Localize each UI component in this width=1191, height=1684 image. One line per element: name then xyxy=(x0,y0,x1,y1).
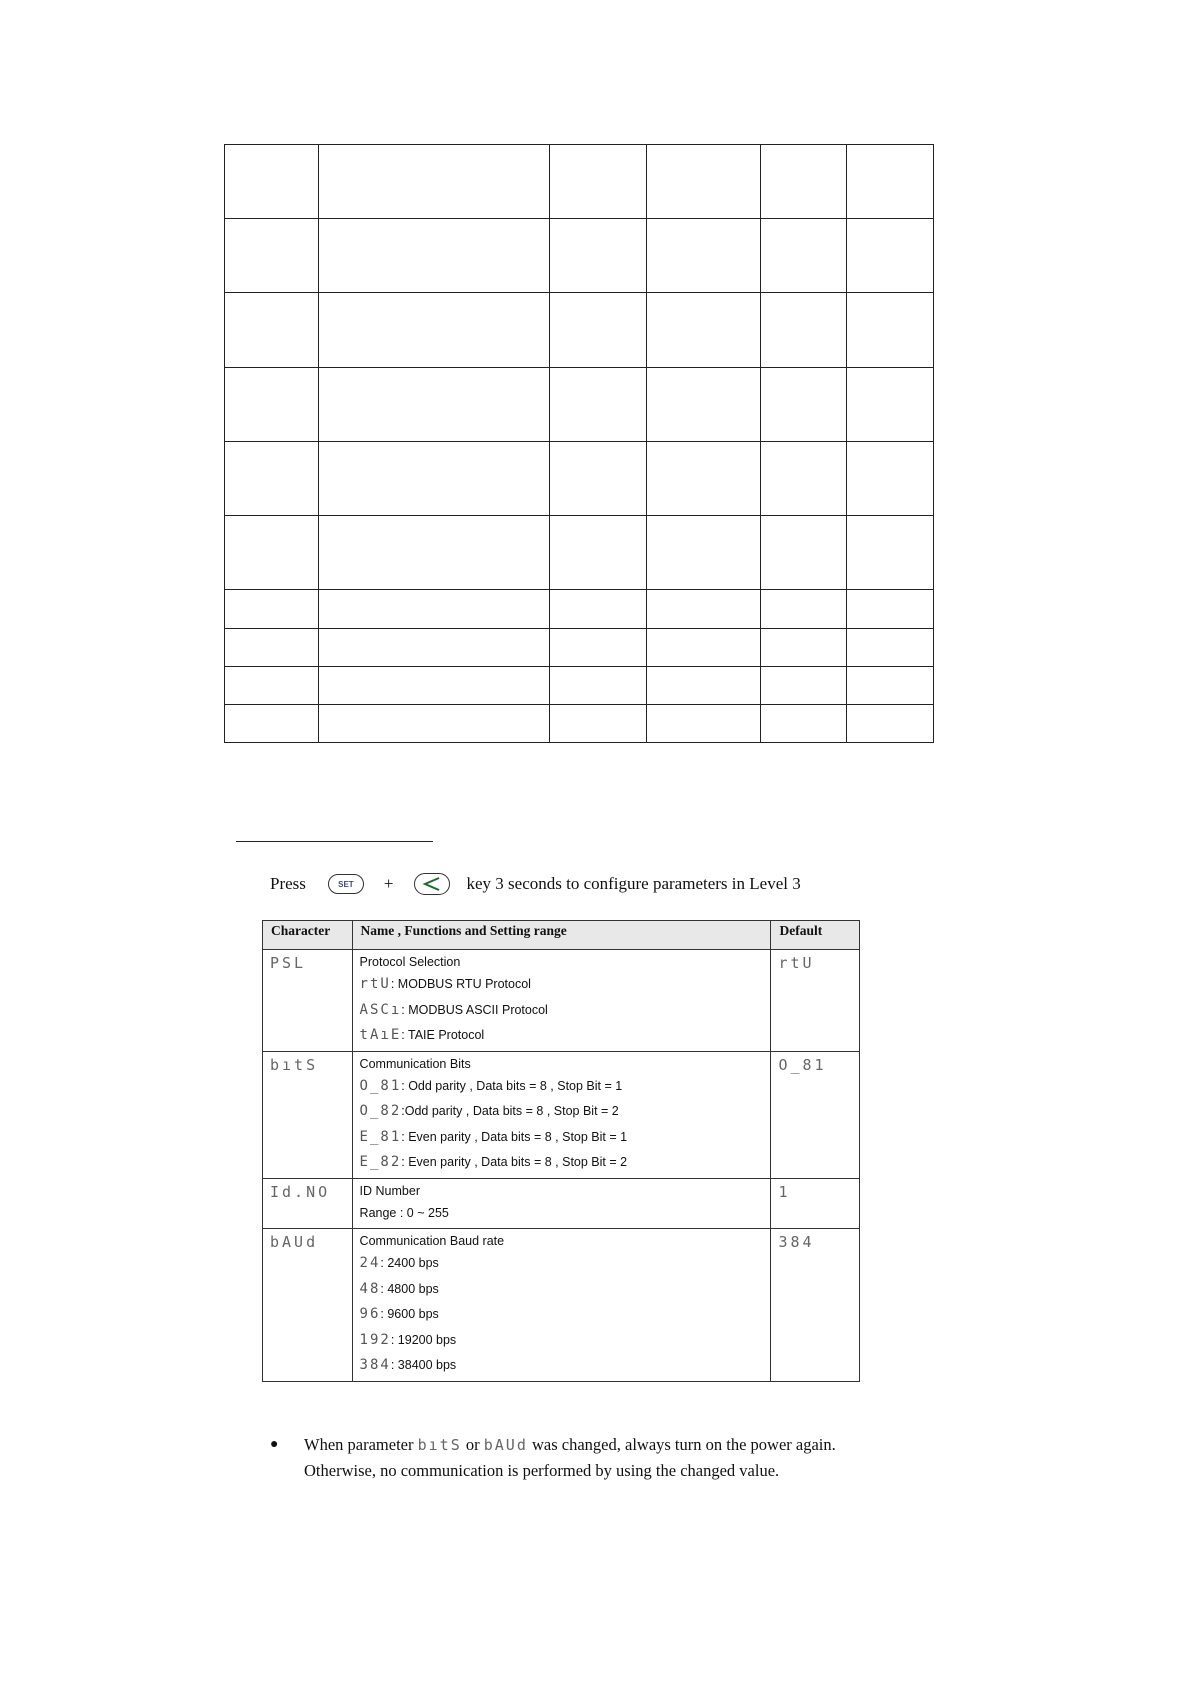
table-row xyxy=(263,1229,860,1382)
table-header-row xyxy=(263,921,860,950)
grid-row xyxy=(225,666,934,704)
param-title: Protocol Selection xyxy=(359,955,461,969)
press-prefix: Press xyxy=(270,874,306,893)
param-code: Id.NO xyxy=(270,1182,331,1201)
header-default: Default xyxy=(771,921,860,950)
table-row xyxy=(263,1178,860,1229)
grid-row xyxy=(225,145,934,219)
grid-row xyxy=(225,367,934,441)
option-text: :Odd parity , Data bits = 8 , Stop Bit = 2 xyxy=(401,1104,619,1118)
option-code: 24 xyxy=(359,1255,381,1271)
empty-grid-table xyxy=(224,144,934,743)
param-code: bAUd xyxy=(270,1233,319,1251)
option-line xyxy=(360,1353,765,1379)
grid-row xyxy=(225,590,934,628)
option-code: 384 xyxy=(359,1357,391,1373)
set-key-icon: SET xyxy=(328,874,364,894)
option-line xyxy=(360,998,765,1024)
option-text: : MODBUS ASCII Protocol xyxy=(401,1002,548,1017)
param-code: PSL xyxy=(270,954,307,972)
press-instruction xyxy=(270,870,801,898)
option-text: : 4800 bps xyxy=(380,1281,439,1296)
option-text: : Even parity , Data bits = 8 , Stop Bit = 1 xyxy=(401,1129,628,1144)
note-or: or xyxy=(465,1435,480,1454)
grid-row xyxy=(225,441,934,515)
option-line xyxy=(360,1328,765,1354)
default-value: rtU xyxy=(778,954,815,972)
grid-row xyxy=(225,628,934,666)
chevron-left-icon xyxy=(414,873,450,895)
option-line xyxy=(360,1099,765,1125)
option-code: 192 xyxy=(359,1331,391,1348)
option-text: : 19200 bps xyxy=(390,1332,457,1347)
param-title: Communication Baud rate xyxy=(359,1234,505,1248)
option-line xyxy=(360,1125,765,1151)
option-text: : MODBUS RTU Protocol xyxy=(390,977,531,991)
param-range: Range : 0 ~ 255 xyxy=(359,1205,449,1220)
option-line xyxy=(360,1302,765,1328)
section-heading-rule xyxy=(236,841,433,842)
option-code: E_81 xyxy=(359,1128,402,1145)
option-code: rtU xyxy=(359,976,391,992)
option-line xyxy=(360,972,765,998)
option-code: tAıE xyxy=(359,1027,402,1043)
param-code: bıtS xyxy=(270,1055,319,1074)
option-text: : TAIE Protocol xyxy=(401,1028,485,1042)
param-title: ID Number xyxy=(359,1183,420,1198)
grid-row xyxy=(225,516,934,590)
table-row xyxy=(263,950,860,1052)
parameter-table xyxy=(262,920,860,1382)
option-text: : 38400 bps xyxy=(390,1358,457,1372)
param-title: Communication Bits xyxy=(359,1056,471,1071)
option-text: : Even parity , Data bits = 8 , Stop Bit = 2 xyxy=(401,1155,628,1169)
option-code: 48 xyxy=(359,1280,381,1297)
option-code: 96 xyxy=(359,1306,381,1322)
note-code-bits: bıtS xyxy=(417,1436,462,1454)
option-line xyxy=(360,1277,765,1303)
option-line xyxy=(360,1074,765,1100)
press-suffix: key 3 seconds to configure parameters in Level 3 xyxy=(466,874,801,893)
bullet-icon: ● xyxy=(270,1437,279,1452)
option-line xyxy=(360,1150,765,1176)
option-text: : Odd parity , Data bits = 8 , Stop Bit = 1 xyxy=(401,1078,623,1093)
header-name: Name , Functions and Setting range xyxy=(352,921,771,950)
grid-row xyxy=(225,704,934,742)
default-value: 384 xyxy=(778,1233,815,1251)
option-code: O_82 xyxy=(359,1103,402,1119)
power-cycle-note xyxy=(270,1432,890,1484)
note-code-baud: bAUd xyxy=(483,1436,528,1454)
note-part2: was changed, always turn on the power again. Otherwise, no communication is performed by using the changed value. xyxy=(304,1435,836,1480)
option-text: : 9600 bps xyxy=(380,1307,439,1321)
option-line xyxy=(360,1251,765,1277)
option-code: E_82 xyxy=(359,1154,402,1170)
grid-row xyxy=(225,293,934,367)
header-character: Character xyxy=(263,921,353,950)
option-code: O_81 xyxy=(359,1077,402,1094)
table-row xyxy=(263,1051,860,1178)
grid-row xyxy=(225,219,934,293)
option-code: ASCı xyxy=(359,1001,402,1018)
option-text: : 2400 bps xyxy=(380,1256,439,1270)
default-value: O_81 xyxy=(778,1055,827,1074)
plus-sign: + xyxy=(383,874,394,893)
default-value: 1 xyxy=(778,1182,791,1201)
note-part1: When parameter xyxy=(304,1435,414,1454)
option-line xyxy=(360,1023,765,1049)
